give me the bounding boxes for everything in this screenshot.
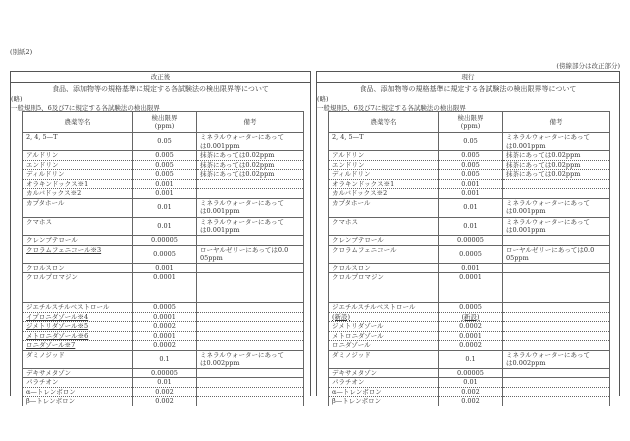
detection-limit: 0.001 [133,179,197,189]
pesticide-name: カプタホール [23,198,133,217]
panel-heading: 改正後 [11,72,310,83]
detection-limit: 0.001 [133,263,197,273]
remarks [503,331,610,341]
remarks [503,350,610,368]
rule-title: 一般規則5、6及び7に規定する各試験法の検出限界 [11,104,160,112]
table-row [23,263,304,273]
pesticide-name: クロルスロン [23,263,133,273]
table-row [23,350,304,368]
table-row [23,151,304,161]
remark-line: 抹茶にあっては0.02ppm [506,151,581,159]
column-header-name: 農薬等名 [23,112,133,133]
detection-limit: 0.01 [439,198,503,217]
remarks [197,245,304,263]
table-header-row [329,112,610,133]
table-row [329,273,610,303]
table-row [23,217,304,235]
pesticide-name: ジメトリダゾール※5 [23,322,133,332]
table-row [23,312,304,322]
panel-revised [10,71,311,405]
remark-line-2: は0.001ppm [200,207,240,215]
attachment-label: (別紙2) [10,48,33,56]
table-row [329,170,610,180]
detection-limit: 0.00005 [439,368,503,378]
remarks [197,160,304,170]
table-row [329,397,610,406]
remarks [197,350,304,368]
pesticide-name: アルドリン [23,151,133,161]
remarks [503,368,610,378]
pesticide-name: パラチオン [329,378,439,388]
rule-title: 一般規則5、6及び7に規定する各試験法の検出限界 [317,104,466,112]
detection-limit: 0.0001 [439,331,503,341]
remark-line-2: は0.001ppm [506,141,546,150]
remarks [197,303,304,313]
detection-limit: 0.05 [439,133,503,151]
table-row [329,179,610,189]
pesticide-name: オラキンドックス※1 [329,179,439,189]
detection-limit: 0.05 [133,133,197,151]
remarks [197,235,304,245]
table-row [23,245,304,263]
table-row [329,331,610,341]
pesticide-name: クロルプロマジン [329,273,439,303]
table-header-row [23,112,304,133]
pesticide-name: ダミノジッド [23,350,133,368]
remarks [197,189,304,199]
detection-limit: 0.005 [133,151,197,161]
detection-limit: (新設) [439,312,503,322]
pesticide-name: アルドリン [329,151,439,161]
detection-limit: 0.01 [439,217,503,235]
pesticide-name: イプロニダゾール※4 [23,312,133,322]
pesticide-name: 2, 4, 5—T [23,133,133,151]
detection-limit: 0.005 [439,170,503,180]
pesticide-name: 2, 4, 5—T [329,133,439,151]
panel-heading: 現行 [317,72,619,83]
remarks [503,303,610,313]
pesticide-name: メトロニダゾール [329,331,439,341]
pesticide-name: クマホス [23,217,133,235]
detection-limit: 0.00005 [133,235,197,245]
remarks [197,179,304,189]
remark-line: 抹茶にあっては0.02ppm [200,160,275,169]
pesticide-name: α—トレンボロン [23,387,133,397]
column-header-limit [439,112,503,133]
pesticide-name: クロラムフェニコール [329,245,439,263]
remark-line: ミネラルウォーターにあって [506,217,590,226]
table-row [329,341,610,351]
remark-line-2: は0.001ppm [200,226,240,234]
remark-line: ミネラルウォーターにあって [200,133,284,141]
pesticide-name: メトロニダゾール※6 [23,331,133,341]
table-row [329,303,610,313]
remarks [197,331,304,341]
pesticide-name: エンドリン [329,160,439,170]
remark-line-2: は0.001ppm [506,226,546,234]
panel-current [316,71,620,405]
detection-limit: 0.0001 [133,312,197,322]
detection-limit: 0.0005 [133,245,197,263]
remarks [503,245,610,263]
limit-label: 検出限界 [151,113,178,122]
table-row [329,235,610,245]
detection-limit: 0.01 [133,378,197,388]
omitted-note: (略) [317,95,329,103]
limit-label: 検出限界 [457,113,484,122]
table-row [329,160,610,170]
pesticide-name: ディルドリン [329,170,439,180]
remark-line-2: は0.001ppm [506,207,546,215]
remark-line: ミネラルウォーターにあって [200,198,284,207]
detection-limit: 0.001 [439,179,503,189]
detection-limit: 0.002 [439,387,503,397]
table-row [329,151,610,161]
remarks [197,341,304,351]
table-row [329,133,610,151]
omitted-note: (略) [11,95,23,103]
table-row [23,341,304,351]
remarks [503,397,610,406]
detection-limit: 0.001 [439,189,503,199]
detection-limit: 0.0001 [133,273,197,303]
remarks [197,397,304,406]
detection-limit: 0.005 [133,160,197,170]
remarks [197,151,304,161]
pesticide-name: クレンブテロール [329,235,439,245]
detection-limit: 0.0002 [133,322,197,332]
detection-limit: 0.005 [439,160,503,170]
remark-line-2: は0.002ppm [506,359,546,367]
table-row [23,378,304,388]
remark-line: ミネラルウォーターにあって [506,133,590,141]
pesticide-name: クロラムフェニコール※3 [23,245,133,263]
pesticide-name: クレンブテロール [23,235,133,245]
detection-limit: 0.0002 [439,341,503,351]
detection-limit: 0.002 [439,397,503,406]
detection-limit: 0.00005 [439,235,503,245]
detection-limit: 0.001 [439,263,503,273]
remark-line: 抹茶にあっては0.02ppm [506,160,581,169]
table-row [329,245,610,263]
remark-line-2: は0.001ppm [200,141,240,150]
table-row [329,217,610,235]
column-header-limit [133,112,197,133]
remarks [503,235,610,245]
remarks [503,151,610,161]
remarks [503,263,610,273]
pesticide-name: α—トレンボロン [329,387,439,397]
detection-limit: 0.01 [439,378,503,388]
pesticide-name: エンドリン [23,160,133,170]
table-row [23,303,304,313]
remarks [503,217,610,235]
table-row [23,160,304,170]
pesticide-name: (新設) [329,312,439,322]
remarks [503,160,610,170]
table-row [329,263,610,273]
table-row [23,235,304,245]
table-row [23,189,304,199]
remarks [197,312,304,322]
table-row [23,331,304,341]
pesticide-name: ジエチルスチルベストロール [23,303,133,313]
document-title: 食品、添加物等の規格基準に規定する各試験法の検出限界等について [359,85,577,93]
table-row [329,198,610,217]
table-row [23,170,304,180]
table-row [329,189,610,199]
table-row [329,312,610,322]
remarks [197,387,304,397]
remark-line: ミネラルウォーターにあって [200,350,284,359]
remark-line-2: 05ppm [506,254,529,262]
remarks [503,189,610,199]
pesticide-name: デキサメタゾン [329,368,439,378]
column-header-name: 農薬等名 [329,112,439,133]
remarks [503,341,610,351]
detection-limit: 0.1 [439,350,503,368]
pesticide-name: β—トレンボロン [329,397,439,406]
pesticide-name: ジメトリダゾール [329,322,439,332]
remarks [197,273,304,303]
pesticide-name: カプタホール [329,198,439,217]
remarks [197,133,304,151]
remarks [197,217,304,235]
table-row [23,368,304,378]
pesticide-name: クロルスロン [329,263,439,273]
remark-line: 抹茶にあっては0.02ppm [506,170,581,178]
column-header-remarks: 備考 [503,112,610,133]
table-row [329,322,610,332]
pesticide-name: クロルプロマジン [23,273,133,303]
pesticide-name: クマホス [329,217,439,235]
remarks [503,273,610,303]
pesticide-name: ダミノジッド [329,350,439,368]
pesticide-name: カルバドックス※2 [23,189,133,199]
detection-limit: 0.00005 [133,368,197,378]
detection-limit: 0.0001 [133,331,197,341]
pesticide-name: カルバドックス※2 [329,189,439,199]
unit-label: (ppm) [154,122,175,130]
remark-line: ローヤルゼリーにあっては0.0 [200,245,289,254]
table-row [329,350,610,368]
table-row [23,198,304,217]
pesticide-name: ジエチルスチルベストロール [329,303,439,313]
detection-limit: 0.005 [439,151,503,161]
column-header-remarks: 備考 [197,112,304,133]
detection-limit-table [22,111,304,406]
remarks [503,170,610,180]
table-row [329,368,610,378]
remarks [503,133,610,151]
remarks [503,198,610,217]
detection-limit: 0.01 [133,198,197,217]
pesticide-name: パラチオン [23,378,133,388]
remark-line: ローヤルゼリーにあっては0.0 [506,245,595,254]
legend-note: (傍線部分は改正部分) [556,62,620,70]
document-title: 食品、添加物等の規格基準に規定する各試験法の検出限界等について [52,85,269,93]
remarks [197,378,304,388]
remarks [197,322,304,332]
detection-limit: 0.0005 [439,303,503,313]
remarks [197,368,304,378]
detection-limit: 0.0005 [439,245,503,263]
remarks [503,322,610,332]
detection-limit: 0.002 [133,387,197,397]
remark-line: ミネラルウォーターにあって [506,350,590,359]
table-row [23,387,304,397]
remarks [503,387,610,397]
table-row [23,397,304,406]
detection-limit: 0.005 [133,170,197,180]
remark-line: 抹茶にあっては0.02ppm [200,170,275,178]
remark-line: 抹茶にあっては0.02ppm [200,151,275,159]
table-row [329,387,610,397]
table-row [23,273,304,303]
pesticide-name: β—トレンボロン [23,397,133,406]
pesticide-name: ディルドリン [23,170,133,180]
remarks [197,263,304,273]
remarks [503,312,610,322]
remark-line-2: は0.002ppm [200,359,240,367]
detection-limit: 0.002 [133,397,197,406]
remarks [503,378,610,388]
table-row [329,378,610,388]
detection-limit: 0.0002 [133,341,197,351]
unit-label: (ppm) [460,122,481,130]
detection-limit: 0.01 [133,217,197,235]
remark-line: ミネラルウォーターにあって [506,198,590,207]
table-row [23,322,304,332]
detection-limit: 0.001 [133,189,197,199]
remarks [197,170,304,180]
pesticide-name: オラキンドックス※1 [23,179,133,189]
remark-line: ミネラルウォーターにあって [200,217,284,226]
pesticide-name: デキサメタゾン [23,368,133,378]
remarks [197,198,304,217]
table-row [23,179,304,189]
pesticide-name: ロニダゾール [329,341,439,351]
table-row [23,133,304,151]
detection-limit: 0.1 [133,350,197,368]
pesticide-name: ロニダゾール※7 [23,341,133,351]
detection-limit: 0.0005 [133,303,197,313]
remarks [503,179,610,189]
detection-limit-table [328,111,610,406]
detection-limit: 0.0002 [439,322,503,332]
remark-line-2: 05ppm [200,254,223,262]
detection-limit: 0.0001 [439,273,503,303]
